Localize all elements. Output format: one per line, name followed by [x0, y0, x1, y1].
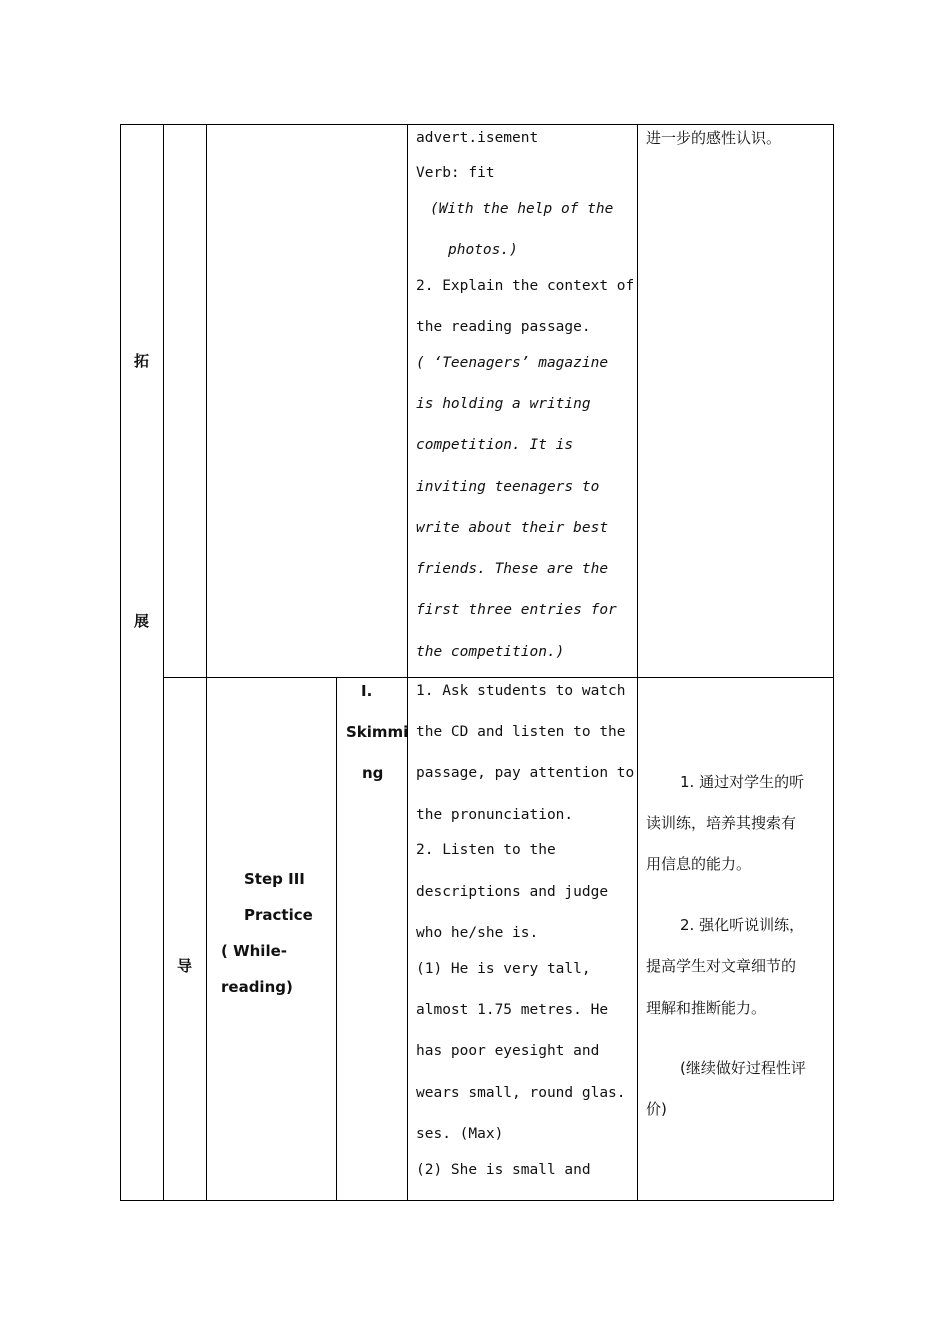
top-purpose: 进一步的感性认识。	[646, 129, 782, 147]
purpose-line: 1. 通过对学生的听	[680, 773, 805, 791]
content-line: ( ‘Teenagers’ magazine	[416, 355, 609, 371]
content-line: 1. Ask students to watch	[416, 683, 626, 699]
content-line: first three entries for	[416, 602, 617, 618]
purpose-line: (继续做好过程性评	[680, 1059, 806, 1077]
substep-line-2: Skimmi	[346, 723, 409, 741]
purpose-line: 价)	[646, 1100, 667, 1118]
purpose-line: 理解和推断能力。	[646, 999, 767, 1017]
substep-line-1: Ⅰ.	[361, 682, 373, 700]
content-line: photos.)	[448, 242, 518, 258]
content-line: (With the help of the	[430, 201, 614, 217]
content-line: friends. These are the	[416, 561, 609, 577]
content-line: passage, pay attention to	[416, 765, 635, 781]
purpose-line: 读训练，培养其搜索有	[646, 814, 797, 832]
content-line: competition. It is	[416, 437, 574, 453]
content-line: 2. Listen to the	[416, 842, 556, 858]
content-line: the reading passage.	[416, 319, 591, 335]
purpose-line: 2. 强化听说训练，	[680, 916, 805, 934]
content-line: ses. (Max)	[416, 1126, 504, 1142]
content-line: write about their best	[416, 520, 609, 536]
step-line-1: Step III	[244, 870, 305, 888]
content-line: the competition.)	[416, 644, 565, 660]
purpose-line: 提高学生对文章细节的	[646, 957, 797, 975]
content-line: the pronunciation.	[416, 807, 574, 823]
substep-line-3: ng	[362, 764, 384, 782]
step-line-4: reading)	[221, 978, 293, 996]
content-line: advert.isement	[416, 130, 539, 146]
content-line: (1) He is very tall,	[416, 961, 591, 977]
content-line: descriptions and judge	[416, 884, 609, 900]
content-line: inviting teenagers to	[416, 479, 600, 495]
content-line: has poor eyesight and	[416, 1043, 600, 1059]
content-line: Verb: fit	[416, 165, 495, 181]
left-label-top-1: 拓	[134, 352, 150, 370]
left-label-top-2: 展	[134, 612, 150, 630]
content-line: who he/she is.	[416, 925, 539, 941]
content-line: almost 1.75 metres. He	[416, 1002, 609, 1018]
content-line: the CD and listen to the	[416, 724, 626, 740]
step-line-3: ( While-	[221, 942, 287, 960]
content-line: 2. Explain the context of	[416, 278, 635, 294]
lower-section-label: 导	[177, 957, 193, 975]
step-line-2: Practice	[244, 906, 313, 924]
content-line: (2) She is small and	[416, 1162, 591, 1178]
content-line: is holding a writing	[416, 396, 591, 412]
content-line: wears small, round glas.	[416, 1085, 626, 1101]
purpose-line: 用信息的能力。	[646, 855, 752, 873]
